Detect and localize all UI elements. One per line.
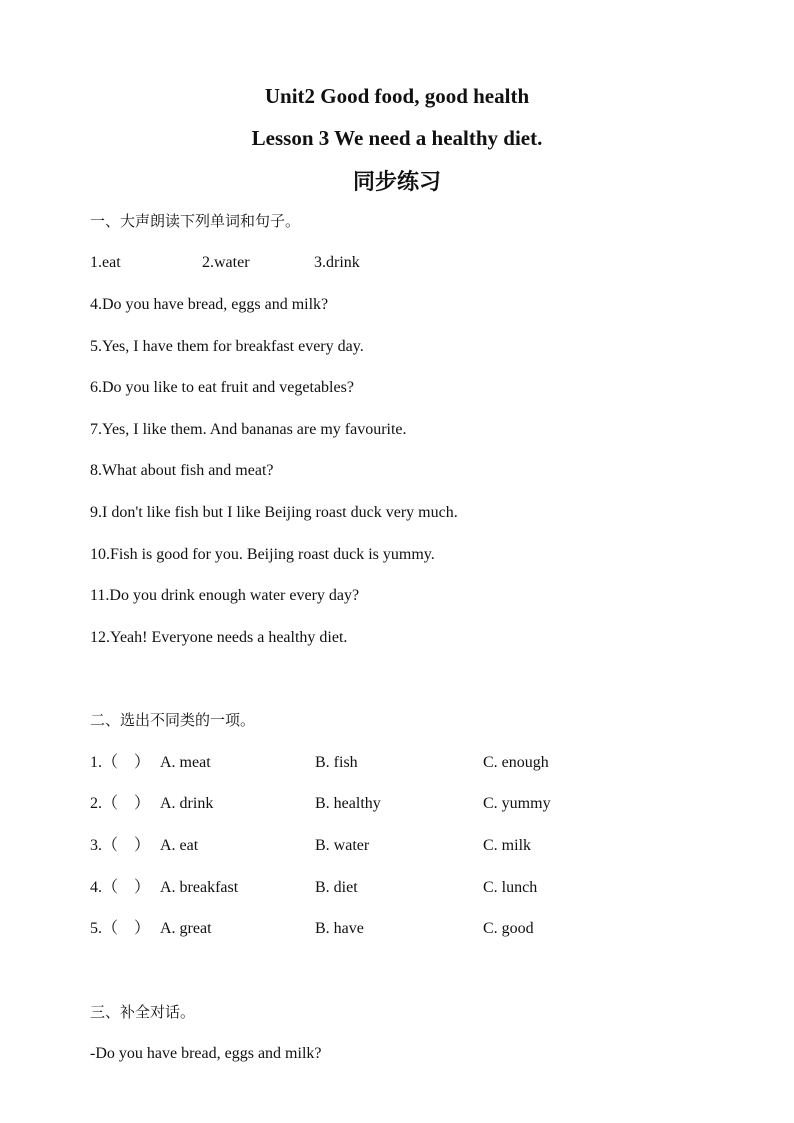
option-c: C. yummy bbox=[483, 795, 551, 812]
section3-heading: 三、补全对话。 bbox=[90, 1003, 196, 1021]
lesson-title: Lesson 3 We need a healthy diet. bbox=[251, 126, 543, 150]
sentence-item: 9.I don't like fish but I like Beijing roast duck very much. bbox=[90, 504, 458, 521]
sentence-item: 10.Fish is good for you. Beijing roast duck is yummy. bbox=[90, 546, 435, 563]
question-number: 3.（ ） bbox=[90, 837, 151, 854]
word-item: 3.drink bbox=[314, 254, 360, 271]
option-c: C. lunch bbox=[483, 879, 538, 896]
sentence-item: 4.Do you have bread, eggs and milk? bbox=[90, 296, 329, 313]
sentence-item: 11.Do you drink enough water every day? bbox=[90, 587, 360, 604]
choice-row bbox=[90, 794, 740, 814]
choice-row bbox=[90, 753, 740, 773]
sentence-item: 6.Do you like to eat fruit and vegetables? bbox=[90, 379, 354, 396]
word-item: 2.water bbox=[202, 254, 250, 271]
option-b: B. water bbox=[315, 837, 370, 854]
practice-title: 同步练习 bbox=[352, 170, 441, 195]
choice-row bbox=[90, 878, 740, 898]
sentence-item: 12.Yeah! Everyone needs a healthy diet. bbox=[90, 629, 348, 646]
option-b: B. diet bbox=[315, 879, 358, 896]
option-a: A. breakfast bbox=[160, 879, 239, 896]
word-item: 1.eat bbox=[90, 254, 121, 271]
option-a: A. meat bbox=[160, 754, 211, 771]
section1-heading: 一、大声朗读下列单词和句子。 bbox=[90, 212, 301, 230]
option-a: A. great bbox=[160, 920, 212, 937]
option-a: A. drink bbox=[160, 795, 214, 812]
unit-title: Unit2 Good food, good health bbox=[264, 84, 530, 108]
dialogue-line: -Do you have bread, eggs and milk? bbox=[90, 1045, 322, 1062]
section2-heading: 二、选出不同类的一项。 bbox=[90, 711, 256, 729]
option-c: C. enough bbox=[483, 754, 549, 771]
option-b: B. fish bbox=[315, 754, 358, 771]
option-c: C. milk bbox=[483, 837, 532, 854]
option-c: C. good bbox=[483, 920, 534, 937]
question-number: 2.（ ） bbox=[90, 795, 151, 812]
choice-row bbox=[90, 836, 740, 856]
sentence-item: 8.What about fish and meat? bbox=[90, 462, 274, 479]
question-number: 5.（ ） bbox=[90, 920, 151, 937]
option-a: A. eat bbox=[160, 837, 199, 854]
choice-row bbox=[90, 919, 740, 939]
word-list bbox=[90, 253, 490, 273]
sentence-item: 5.Yes, I have them for breakfast every day. bbox=[90, 338, 364, 355]
question-number: 1.（ ） bbox=[90, 754, 151, 771]
option-b: B. healthy bbox=[315, 795, 381, 812]
question-number: 4.（ ） bbox=[90, 879, 151, 896]
option-b: B. have bbox=[315, 920, 364, 937]
sentence-item: 7.Yes, I like them. And bananas are my favourite. bbox=[90, 421, 407, 438]
